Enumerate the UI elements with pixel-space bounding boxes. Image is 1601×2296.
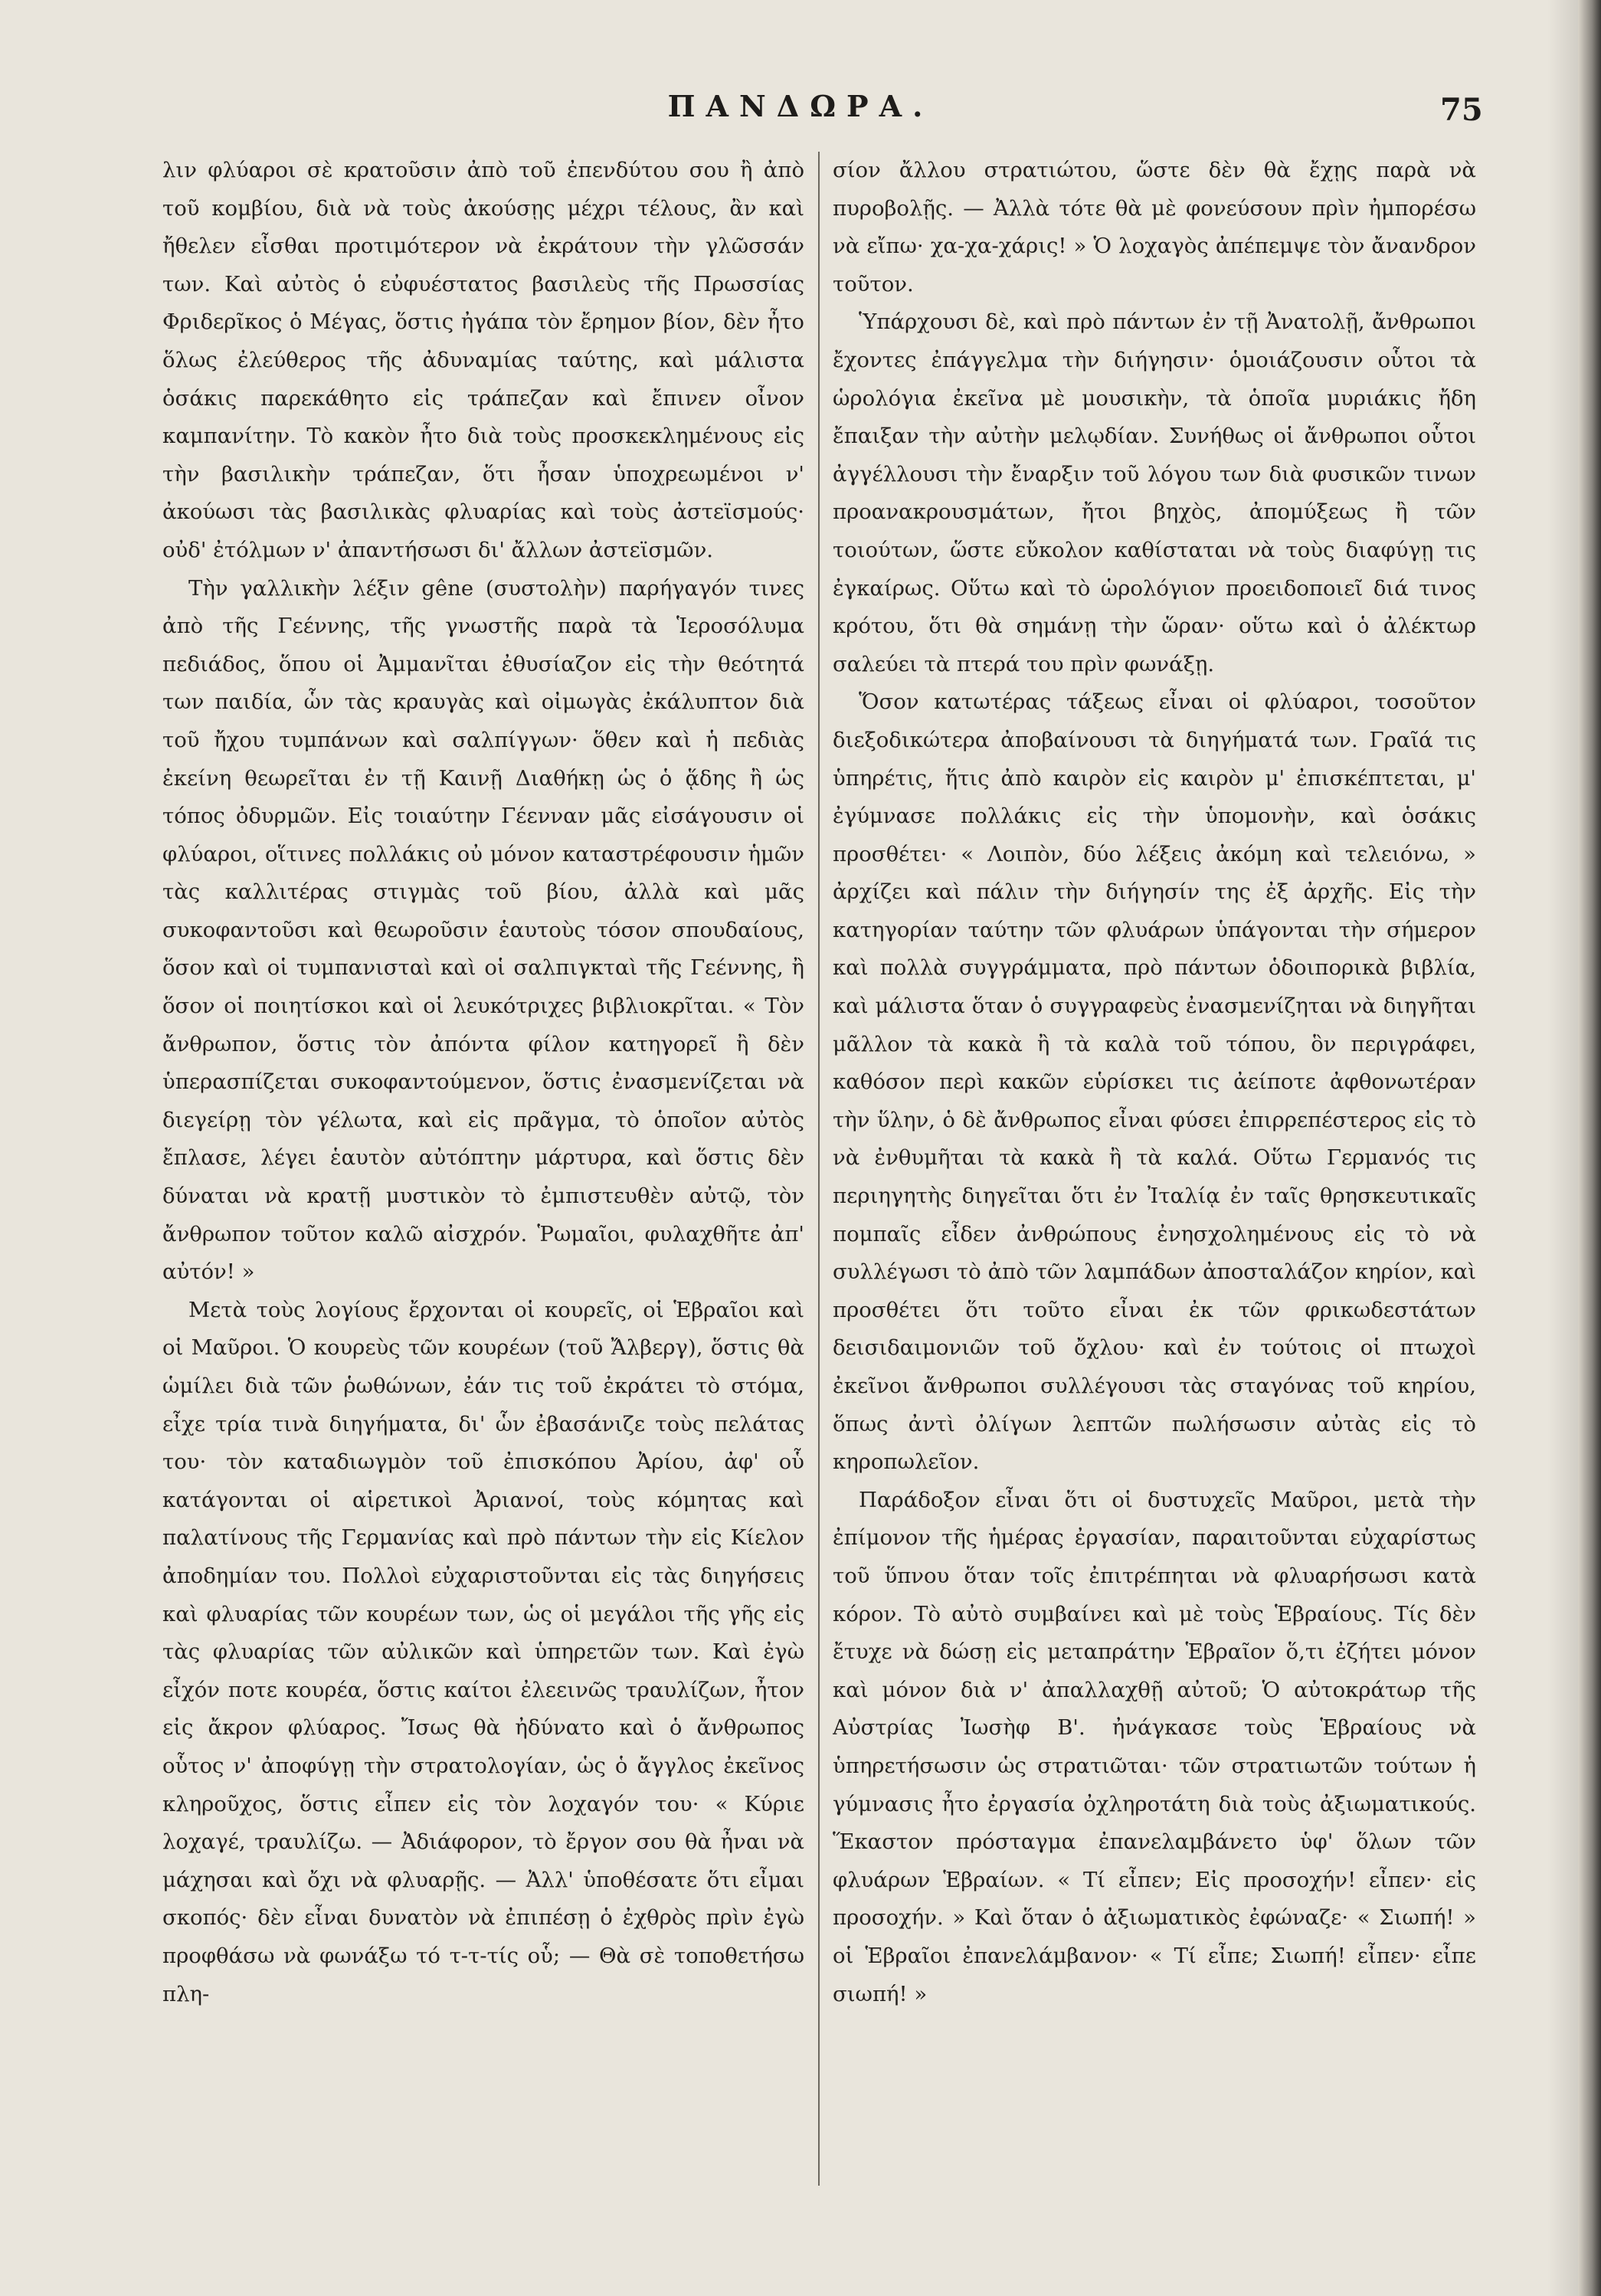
book-spine-edge — [1578, 0, 1601, 2296]
paragraph: Τὴν γαλλικὴν λέξιν gêne (συστολὴν) παρήγαγόν τινες ἀπὸ τῆς Γεέννης, τῆς γνωστῆς παρὰ τὰ Ἱεροσόλυμα πεδιάδος, ὅπου οἱ Ἀμμανῖται ἐθυσίαζον εἰς τὴν θεότητά των παιδία, ὧν τὰς κραυγὰς καὶ οἰμωγὰς ἐκάλυπτον διὰ τοῦ ἤχου τυμπάνων καὶ σαλπίγγων· ὅθεν καὶ ἡ πεδιὰς ἐκείνη θεωρεῖται ἐν τῇ Καινῇ Διαθήκῃ ὡς ὁ ᾅδης ἢ ὡς τόπος ὀδυρμῶν. Εἰς τοιαύτην Γέενναν μᾶς εἰσάγουσιν οἱ φλύαροι, οἵτινες πολλάκις οὐ μόνον καταστρέφουσιν ἡμῶν τὰς καλλιτέρας στιγμὰς τοῦ βίου, ἀλλὰ καὶ μᾶς συκοφαντοῦσι καὶ θεωροῦσιν ἑαυτοὺς τόσον σπουδαίους, ὅσον καὶ οἱ τυμπανισταὶ καὶ οἱ σαλπιγκταὶ τῆς Γεέννης, ἢ ὅσον οἱ ποιητίσκοι καὶ οἱ λευκότριχες βιβλιοκρῖται. « Τὸν ἄνθρωπον, ὅστις τὸν ἀπόντα φίλον κατηγορεῖ ἢ δὲν ὑπερασπίζεται συκοφαντούμενον, ὅστις ἐνασμενίζεται νὰ διεγείρῃ τὸν γέλωτα, καὶ εἰς πρᾶγμα, τὸ ὁποῖον αὐτὸς ἔπλασε, λέγει ἑαυτὸν αὐτόπτην μάρτυρα, καὶ ὅστις δὲν δύναται νὰ κρατῇ μυστικὸν τὸ ἐμπιστευθὲν αὐτῷ, τὸν ἄνθρωπον τοῦτον καλῶ αἰσχρόν. Ῥωμαῖοι, φυλαχθῆτε ἀπ' αὐτόν! » — [162, 575, 804, 1285]
paragraph: Μετὰ τοὺς λογίους ἔρχονται οἱ κουρεῖς, οἱ Ἑβραῖοι καὶ οἱ Μαῦροι. Ὁ κουρεὺς τῶν κουρέων (τοῦ Ἄλβεργ), ὅστις θὰ ὡμίλει διὰ τῶν ῥωθώνων, ἐάν τις τοῦ ἐκράτει τὸ στόμα, εἶχε τρία τινὰ διηγήματα, δι' ὧν ἐβασάνιζε τοὺς πελάτας του· τὸν καταδιωγμὸν τοῦ ἐπισκόπου Ἀρίου, ἀφ' οὗ κατάγονται οἱ αἱρετικοὶ Ἀριανοί, τοὺς κόμητας καὶ παλατίνους τῆς Γερμανίας καὶ πρὸ πάντων τὴν εἰς Κίελον ἀποδημίαν του. Πολλοὶ εὐχαριστοῦνται εἰς τὰς διηγήσεις καὶ φλυαρίας τῶν κουρέων των, ὡς οἱ μεγάλοι τῆς γῆς εἰς τὰς φλυαρίας τῶν αὐλικῶν καὶ ὑπηρετῶν των. Καὶ ἐγὼ εἶχόν ποτε κουρέα, ὅστις καίτοι ἐλεεινῶς τραυλίζων, ἦτον εἰς ἄκρον φλύαρος. Ἴσως θὰ ἠδύνατο καὶ ὁ ἄνθρωπος οὗτος ν' ἀποφύγῃ τὴν στρατολογίαν, ὡς ὁ ἄγγλος ἐκεῖνος κληροῦχος, ὅστις εἶπεν εἰς τὸν λοχαγόν του· « Κύριε λοχαγέ, τραυλίζω. — Ἀδιάφορον, τὸ ἔργον σου θὰ ἦναι νὰ μάχησαι καὶ ὄχι νὰ φλυαρῇς. — Ἀλλ' ὑποθέσατε ὅτι εἶμαι σκοπός· δὲν εἶναι δυνατὸν νὰ ἐπιπέσῃ ὁ ἐχθρὸς πρὶν ἐγὼ προφθάσω νὰ φωνάξω τό τ-τ-τίς οὗ; — Θὰ σὲ τοποθετήσω πλη- — [162, 1297, 804, 2006]
paragraph: λιν φλύαροι σὲ κρατοῦσιν ἀπὸ τοῦ ἐπενδύτου σου ἢ ἀπὸ τοῦ κομβίου, διὰ νὰ τοὺς ἀκούσῃς μέχρι τέλους, ἂν καὶ ἤθελεν εἶσθαι προτιμότερον νὰ ἐκράτουν τὴν γλῶσσάν των. Καὶ αὐτὸς ὁ εὐφυέστατος βασιλεὺς τῆς Πρωσσίας Φριδερῖκος ὁ Μέγας, ὅστις ἠγάπα τὸν ἔρημον βίον, δὲν ἦτο ὅλως ἐλεύθερος τῆς ἀδυναμίας ταύτης, καὶ μάλιστα ὁσάκις παρεκάθητο εἰς τράπεζαν καὶ ἔπινεν οἶνον καμπανίτην. Τὸ κακὸν ἦτο διὰ τοὺς προσκεκλημένους εἰς τὴν βασιλικὴν τράπεζαν, ὅτι ἦσαν ὑποχρεωμένοι ν' ἀκούωσι τὰς βασιλικὰς φλυαρίας καὶ τοὺς ἀστεϊσμούς· οὐδ' ἐτόλμων ν' ἀπαντήσωσι δι' ἄλλων ἀστεϊσμῶν. — [162, 158, 804, 562]
paragraph: Παράδοξον εἶναι ὅτι οἱ δυστυχεῖς Μαῦροι, μετὰ τὴν ἐπίμονον τῆς ἡμέρας ἐργασίαν, παραιτοῦνται εὐχαρίστως τοῦ ὕπνου ὅταν τοῖς ἐπιτρέπηται νὰ φλυαρήσωσι κατὰ κόρον. Τὸ αὐτὸ συμβαίνει καὶ μὲ τοὺς Ἑβραίους. Τίς δὲν ἔτυχε νὰ δώσῃ εἰς μεταπράτην Ἑβραῖον ὅ,τι ἐζήτει μόνον καὶ μόνον διὰ ν' ἀπαλλαχθῇ αὐτοῦ; Ὁ αὐτοκράτωρ τῆς Αὐστρίας Ἰωσὴφ Β'. ἠνάγκασε τοὺς Ἑβραίους νὰ ὑπηρετήσωσιν ὡς στρατιῶται· τῶν στρατιωτῶν τούτων ἡ γύμνασις ἦτο ἐργασία ὀχληροτάτη διὰ τοὺς ἀξιωματικούς. Ἕκαστον πρόσταγμα ἐπανελαμβάνετο ὑφ' ὅλων τῶν φλυάρων Ἑβραίων. « Τί εἶπεν; Εἰς προσοχήν! εἶπεν· εἰς προσοχήν. » Καὶ ὅταν ὁ ἀξιωματικὸς ἐφώναζε· « Σιωπή! » οἱ Ἑβραῖοι ἐπανελάμβανον· « Τί εἶπε; Σιωπή! εἶπεν· εἶπε σιωπή! » — [833, 1487, 1476, 2006]
paragraph: σίον ἄλλου στρατιώτου, ὥστε δὲν θὰ ἔχῃς παρὰ νὰ πυροβολῇς. — Ἀλλὰ τότε θὰ μὲ φονεύσουν πρὶν ἠμπορέσω νὰ εἴπω· χα-χα-χάρις! » Ὁ λοχαγὸς ἀπέπεμψε τὸν ἄνανδρον τοῦτον. — [833, 158, 1476, 296]
column-divider — [818, 152, 820, 2186]
page-number: 75 — [1440, 92, 1483, 128]
paragraph: Ὑπάρχουσι δὲ, καὶ πρὸ πάντων ἐν τῇ Ἀνατολῇ, ἄνθρωποι ἔχοντες ἐπάγγελμα τὴν διήγησιν· ὁμοιάζουσιν οὗτοι τὰ ὡρολόγια ἐκεῖνα μὲ μουσικὴν, τὰ ὁποῖα μυριάκις ἤδη ἔπαιξαν τὴν αὐτὴν μελῳδίαν. Συνήθως οἱ ἄνθρωποι οὗτοι ἀγγέλλουσι τὴν ἔναρξιν τοῦ λόγου των διὰ φυσικῶν τινων προανακρουσμάτων, ἤτοι βηχὸς, ἀπομύξεως ἢ τῶν τοιούτων, ὥστε εὔκολον καθίσταται νὰ τοὺς διαφύγῃ τις ἐγκαίρως. Οὕτω καὶ τὸ ὡρολόγιον προειδοποιεῖ διά τινος κρότου, ὅτι θὰ σημάνῃ τὴν ὥραν· οὕτω καὶ ὁ ἀλέκτωρ σαλεύει τὰ πτερά του πρὶν φωνάξῃ. — [833, 310, 1476, 676]
paragraph: Ὅσον κατωτέρας τάξεως εἶναι οἱ φλύαροι, τοσοῦτον διεξοδικώτερα ἀποβαίνουσι τὰ διηγήματά των. Γραῖά τις ὑπηρέτις, ἥτις ἀπὸ καιρὸν εἰς καιρὸν μ' ἐπισκέπτεται, μ' ἐγύμνασε πολλάκις εἰς τὴν ὑπομονὴν, καὶ ὁσάκις προσθέτει· « Λοιπὸν, δύο λέξεις ἀκόμη καὶ τελειόνω, » ἀρχίζει καὶ πάλιν τὴν διήγησίν της ἐξ ἀρχῆς. Εἰς τὴν κατηγορίαν ταύτην τῶν φλυάρων ὑπάγονται τὴν σήμερον καὶ πολλὰ συγγράμματα, πρὸ πάντων ὁδοιπορικὰ βιβλία, καὶ μάλιστα ὅταν ὁ συγγραφεὺς ἐνασμενίζηται νὰ διηγῆται μᾶλλον τὰ κακὰ ἢ τὰ καλὰ τοῦ τόπου, ὃν περιγράφει, καθόσον περὶ κακῶν εὑρίσκει τις ἀείποτε ἀφθονωτέραν τὴν ὕλην, ὁ δὲ ἄνθρωπος εἶναι φύσει ἐπιρρεπέστερος εἰς τὸ νὰ ἐνθυμῆται τὰ κακὰ ἢ τὰ καλά. Οὕτω Γερμανός τις περιηγητὴς διηγεῖται ὅτι ἐν Ἰταλίᾳ ἐν ταῖς θρησκευτικαῖς πομπαῖς εἶδεν ἀνθρώπους ἐνησχολημένους εἰς τὸ νὰ συλλέγωσι τὸ ἀπὸ τῶν λαμπάδων ἀποσταλάζον κηρίον, καὶ προσθέτει ὅτι τοῦτο εἶναι ἐκ τῶν φρικωδεστάτων δεισιδαιμονιῶν τοῦ ὄχλου· καὶ ἐν τούτοις οἱ πτωχοὶ ἐκεῖνοι ἄνθρωποι συλλέγουσι τὰς σταγόνας τοῦ κηρίου, ὅπως ἀντὶ ὀλίγων λεπτῶν πωλήσωσιν αὐτὰς εἰς τὸ κηροπωλεῖον. — [833, 689, 1476, 1475]
running-title: ΠΑΝΔΩΡΑ. — [667, 89, 934, 123]
left-column — [162, 152, 804, 2274]
right-column — [833, 152, 1476, 2274]
gutter-shadow — [1547, 0, 1578, 2296]
